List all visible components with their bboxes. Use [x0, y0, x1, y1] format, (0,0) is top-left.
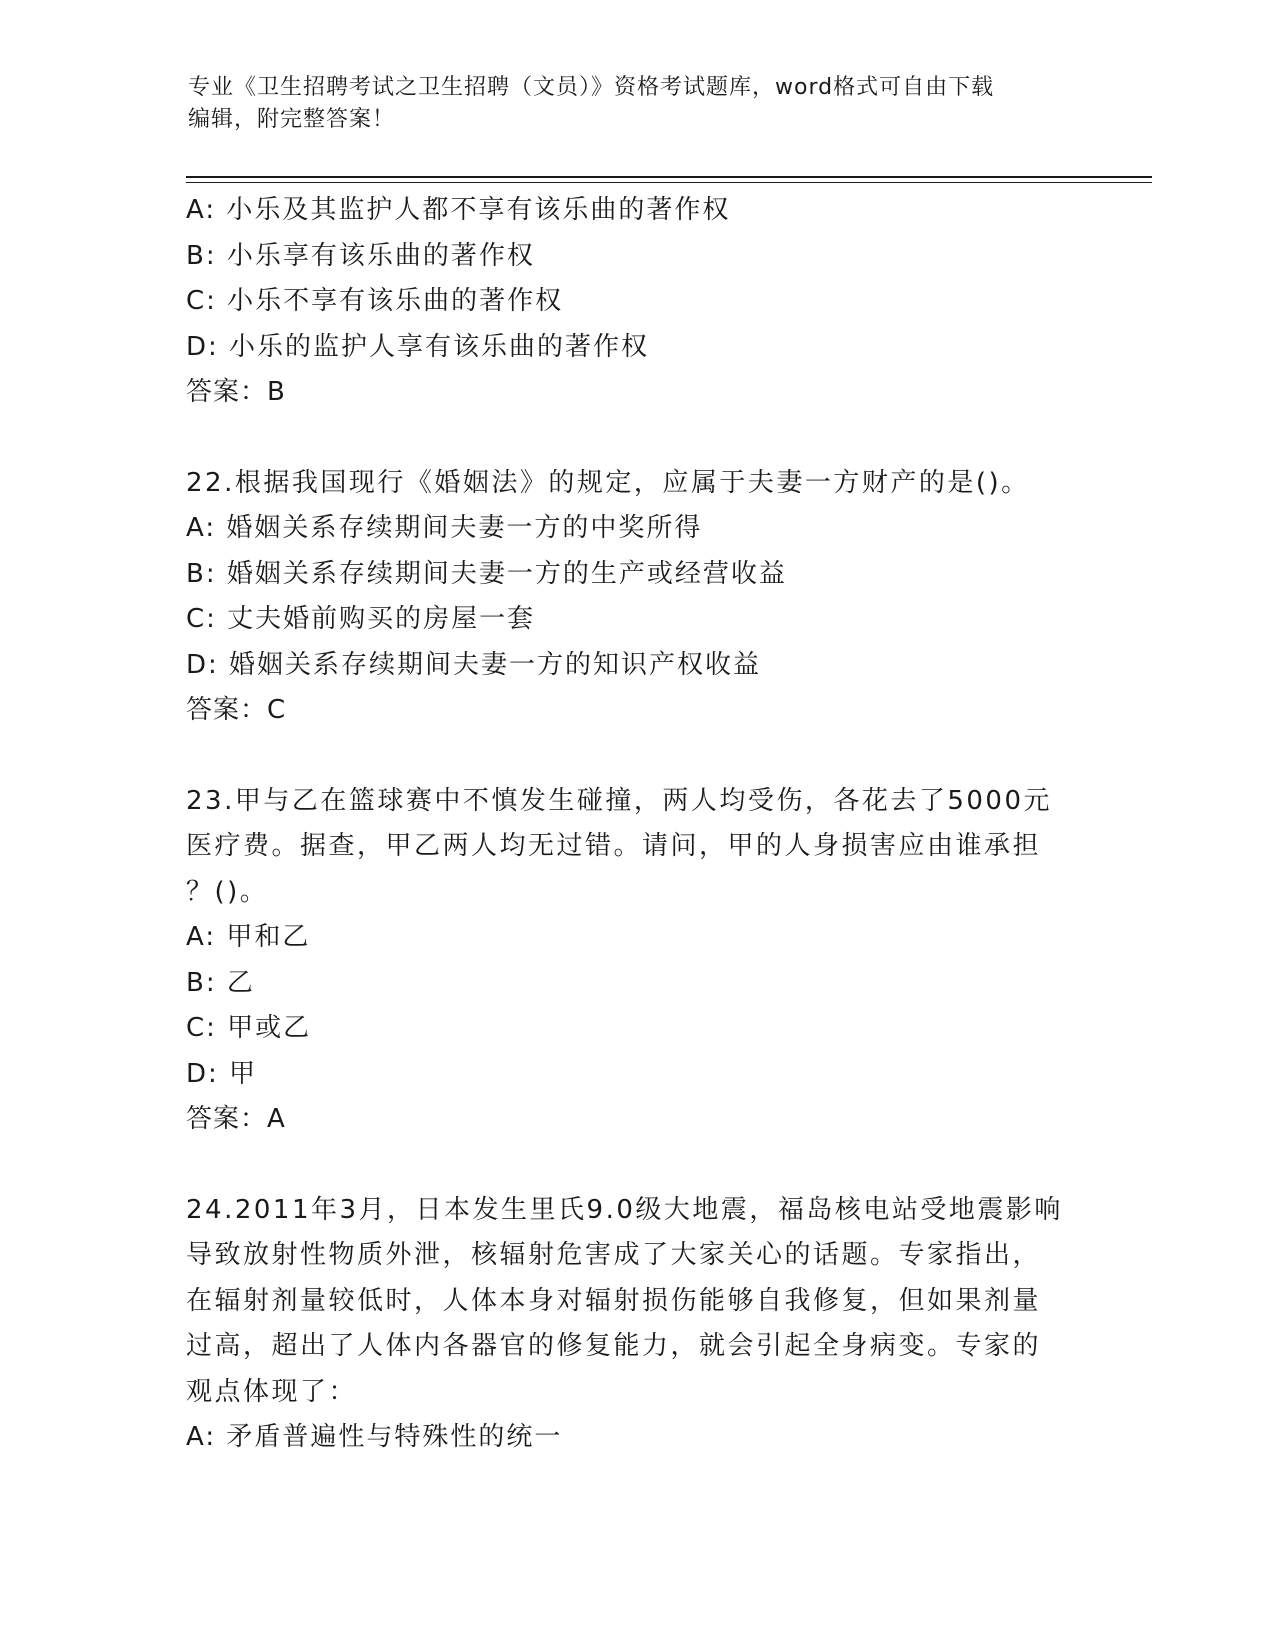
option-c: C: 甲或乙: [186, 1013, 312, 1043]
answer-label: 答案：B: [186, 377, 286, 407]
question-list: [186, 188, 1086, 1461]
spacer: [186, 1143, 1086, 1188]
question-23: [186, 779, 1086, 1143]
header-line-2: 编辑，附完整答案！: [188, 107, 396, 132]
option-b: B: 小乐享有该乐曲的著作权: [186, 240, 535, 271]
question-stem-line-2: 医疗费。据查，甲乙两人均无过错。请问，甲的人身损害应由谁承担: [186, 831, 1042, 861]
answer-label: 答案：A: [186, 1104, 286, 1134]
option-b: B: 婚姻关系存续期间夫妻一方的生产或经营收益: [186, 558, 787, 589]
spacer: [186, 734, 1086, 779]
option-a: A: 小乐及其监护人都不享有该乐曲的著作权: [186, 195, 731, 225]
option-d: D: 婚姻关系存续期间夫妻一方的知识产权收益: [186, 649, 762, 680]
option-a: A: 甲和乙: [186, 922, 311, 952]
question-21: [186, 188, 1086, 416]
option-c: C: 小乐不享有该乐曲的著作权: [186, 286, 564, 316]
header-line-1: 专业《卫生招聘考试之卫生招聘（文员）》资格考试题库，word格式可自由下载: [188, 75, 995, 100]
question-stem-line-1: 23.甲与乙在篮球赛中不慎发生碰撞，两人均受伤，各花去了5000元: [186, 785, 1053, 816]
question-24: [186, 1188, 1086, 1461]
option-d: D: 甲: [186, 1058, 258, 1089]
option-c: C: 丈夫婚前购买的房屋一套: [186, 604, 536, 634]
question-stem-line-4: 过高，超出了人体内各器官的修复能力，就会引起全身病变。专家的: [186, 1331, 1042, 1361]
answer-label: 答案：C: [186, 695, 287, 725]
header-divider-thick: [186, 176, 1152, 178]
spacer: [186, 416, 1086, 461]
header-divider-thin: [186, 182, 1152, 183]
question-stem-line-5: 观点体现了：: [186, 1376, 358, 1407]
question-stem-line-1: 24.2011年3月，日本发生里氏9.0级大地震，福岛核电站受地震影响: [186, 1194, 1063, 1225]
question-stem-line-2: 导致放射性物质外泄，核辐射危害成了大家关心的话题。专家指出，: [186, 1240, 1042, 1270]
option-a: A: 婚姻关系存续期间夫妻一方的中奖所得: [186, 513, 703, 543]
option-a: A: 矛盾普遍性与特殊性的统一: [186, 1422, 563, 1452]
question-stem-line-3: 在辐射剂量较低时，人体本身对辐射损伤能够自我修复，但如果剂量: [186, 1285, 1042, 1316]
option-b: B: 乙: [186, 967, 255, 998]
question-22: [186, 461, 1086, 734]
document-header: [188, 72, 1088, 136]
option-d: D: 小乐的监护人享有该乐曲的著作权: [186, 331, 650, 362]
question-stem: 22.根据我国现行《婚姻法》的规定，应属于夫妻一方财产的是()。: [186, 467, 1030, 498]
question-stem-line-3: ？()。: [186, 876, 269, 907]
